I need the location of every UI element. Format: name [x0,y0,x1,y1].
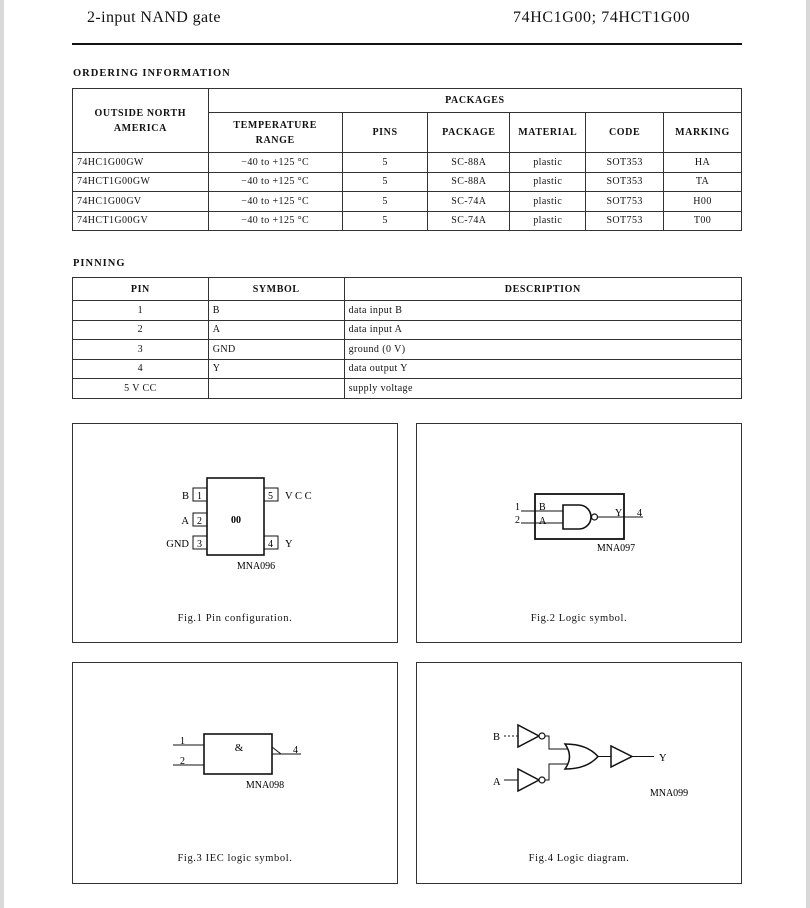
iec-logic-symbol-diagram [73,663,397,883]
temperature-range: −40 to +125 °C [208,211,342,231]
package-code: SOT753 [586,211,664,231]
or-gate [565,744,598,769]
pin-2-number: 2 [180,756,185,767]
wire [545,764,568,780]
label-gnd: GND [166,539,189,550]
label-y: Y [285,539,293,550]
label-b: B [539,502,546,513]
ordering-table [72,88,742,231]
col-symbol: SYMBOL [208,278,344,301]
table-row [73,320,742,340]
col-marking: MARKING [664,113,742,153]
pin-symbol: B [208,301,344,321]
pin-symbol: A [208,320,344,340]
col-temperature-range: TEMPERATURE RANGE [208,113,342,153]
col-package: PACKAGE [428,113,510,153]
output-inverter [611,746,632,767]
col-packages: PACKAGES [208,89,741,113]
table-row [73,172,742,192]
package: SC-88A [428,172,510,192]
type-number: 74HC1G00GW [73,153,209,173]
pin-2-number: 2 [515,515,520,526]
pin-number: 2 [73,320,209,340]
pin-description: supply voltage [344,379,741,399]
iec-block [204,734,272,774]
table-row [73,211,742,231]
pin-symbol: GND [208,340,344,360]
ordering-section-title: ORDERING INFORMATION [73,68,231,79]
package-code: SOT353 [586,153,664,173]
col-material: MATERIAL [510,113,586,153]
figure-code: MNA099 [649,788,689,799]
page-edge-right [806,0,810,908]
pin-1-number: 1 [197,491,202,502]
table-row [73,340,742,360]
inverter-bubble [539,777,545,783]
negation-indicator [272,747,281,754]
marking: TA [664,172,742,192]
figure-caption: Fig.1 Pin configuration. [177,613,293,624]
figure-logic-diagram [416,662,742,884]
pin-count: 5 [342,153,428,173]
pin-description: data output Y [344,359,741,379]
pin-configuration-diagram [73,424,397,642]
material: plastic [510,211,586,231]
pin-1-number: 1 [180,736,185,747]
material: plastic [510,153,586,173]
pin-4-number: 4 [637,508,642,519]
figure-code: MNA097 [596,543,636,554]
pin-number: 1 [73,301,209,321]
col-pin: PIN [73,278,209,301]
temperature-range: −40 to +125 °C [208,153,342,173]
pinning-table [72,277,742,399]
pin-5-number: 5 [268,491,273,502]
package: SC-88A [428,153,510,173]
pin-description: data input A [344,320,741,340]
col-description: DESCRIPTION [344,278,741,301]
type-number: 74HCT1G00GV [73,211,209,231]
pin-number: 4 [73,359,209,379]
figure-code: MNA098 [245,780,285,791]
type-number: 74HC1G00GV [73,192,209,212]
package: SC-74A [428,192,510,212]
pin-count: 5 [342,211,428,231]
temperature-range: −40 to +125 °C [208,172,342,192]
pin-description: data input B [344,301,741,321]
logic-symbol-diagram [417,424,741,642]
inverter-bubble [539,733,545,739]
pin-4-number: 4 [268,539,273,550]
pinning-section-title: PINNING [73,258,126,269]
label-b: B [493,732,501,743]
input-b-inverter [518,725,539,747]
label-y: Y [615,508,623,519]
label-a: A [181,516,189,527]
pin-description: ground (0 V) [344,340,741,360]
figure-logic-symbol [416,423,742,643]
pin-count: 5 [342,172,428,192]
label-a: A [539,516,547,527]
figure-iec-logic-symbol [72,662,398,884]
pin-symbol [208,379,344,399]
package-code: SOT753 [586,192,664,212]
part-numbers: 74HC1G00; 74HCT1G00 [513,9,691,26]
material: plastic [510,192,586,212]
marking: HA [664,153,742,173]
pin-2-number: 2 [197,516,202,527]
table-row [73,153,742,173]
marking: H00 [664,192,742,212]
label-b: B [181,491,189,502]
page-edge-left [0,0,4,908]
pin-number: 3 [73,340,209,360]
input-a-inverter [518,769,539,791]
figure-pin-configuration [72,423,398,643]
marking: T00 [664,211,742,231]
pin-number: 5 V CC [73,379,209,399]
table-row [73,192,742,212]
figure-code: MNA096 [236,561,276,572]
col-pins: PINS [342,113,428,153]
figure-caption: Fig.2 Logic symbol. [530,613,628,624]
package-code: SOT353 [586,172,664,192]
col-outside-north-america: OUTSIDE NORTH AMERICA [73,89,209,153]
wire [545,736,568,749]
table-row [73,379,742,399]
label-vcc: V C C [285,491,312,502]
nand-gate [563,505,591,529]
pin-1-number: 1 [515,502,520,513]
pin-symbol: Y [208,359,344,379]
package: SC-74A [428,211,510,231]
label-a: A [493,777,501,788]
pin-4-number: 4 [293,745,298,756]
type-number: 74HCT1G00GW [73,172,209,192]
material: plastic [510,172,586,192]
temperature-range: −40 to +125 °C [208,192,342,212]
figure-caption: Fig.4 Logic diagram. [528,853,630,864]
table-row [73,359,742,379]
and-qualifier: & [234,742,244,754]
pin-3-number: 3 [197,539,202,550]
label-y: Y [659,753,667,764]
logic-diagram [417,663,741,883]
figure-caption: Fig.3 IEC logic symbol. [177,853,293,864]
pin-count: 5 [342,192,428,212]
col-code: CODE [586,113,664,153]
document-title: 2-input NAND gate [87,9,221,26]
nand-bubble [592,514,598,520]
table-row [73,301,742,321]
header-rule [72,43,742,45]
package-marking: 00 [231,515,241,526]
